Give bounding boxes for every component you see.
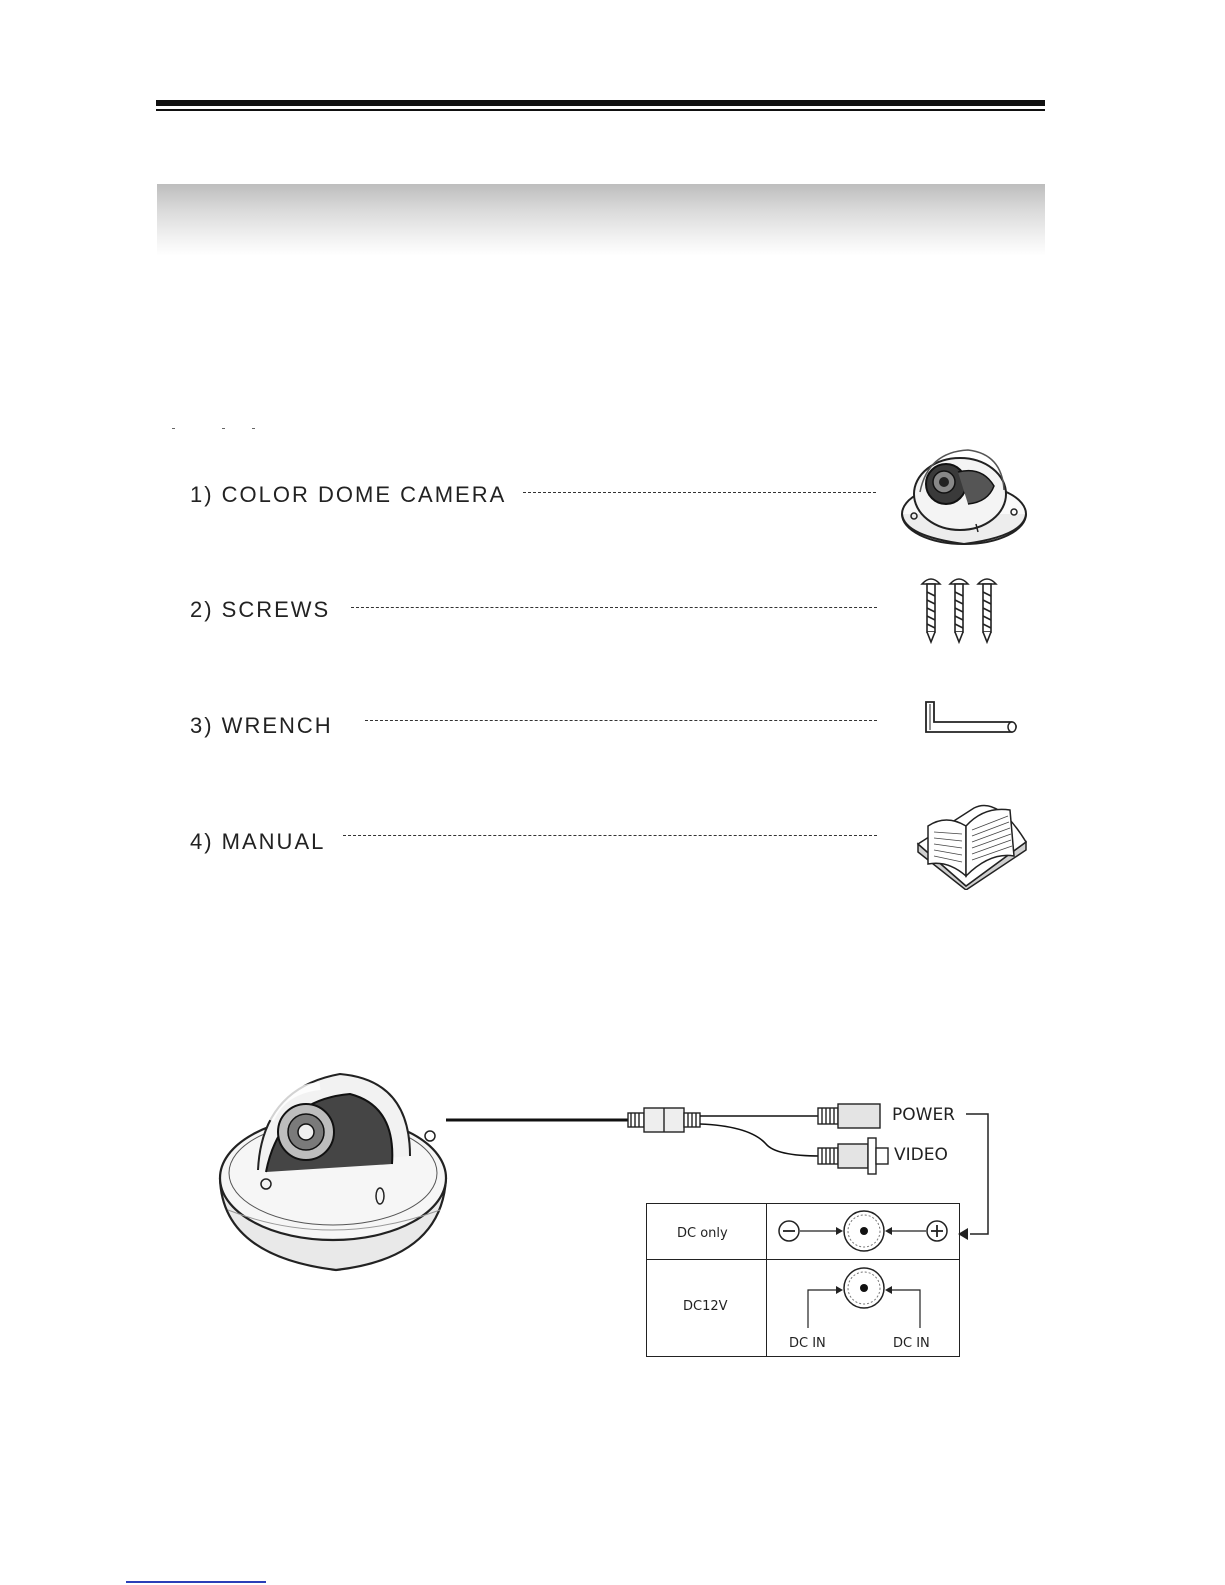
top-rule (156, 100, 1045, 106)
bottom-link-underline (126, 1581, 266, 1583)
power-label: POWER (892, 1105, 955, 1125)
dc12v-label: DC12V (683, 1299, 728, 1314)
dc-connector-diagram (766, 1204, 959, 1356)
item-label-camera: 1) COLOR DOME CAMERA (190, 482, 507, 507)
wrench-icon (924, 700, 1022, 740)
leader-line-screws (351, 607, 877, 608)
top-rule-thin (156, 109, 1045, 111)
item-label-wrench: 3) WRENCH (190, 713, 333, 738)
manual-icon (914, 786, 1030, 890)
leader-line-manual (343, 835, 877, 836)
scan-specks (170, 426, 260, 432)
item-label-manual: 4) MANUAL (190, 829, 326, 854)
video-label: VIDEO (894, 1145, 948, 1165)
leader-line-camera (523, 492, 876, 493)
dc-in-right-label: DC IN (893, 1336, 930, 1351)
dc-in-left-label: DC IN (789, 1336, 826, 1351)
dc-only-label: DC only (677, 1226, 728, 1241)
dome-camera-icon (898, 432, 1030, 548)
item-label-screws: 2) SCREWS (190, 597, 331, 622)
dome-camera-large-icon (220, 1074, 446, 1270)
screws-icon (916, 574, 1006, 644)
section-header-band (157, 184, 1045, 256)
leader-line-wrench (365, 720, 877, 721)
